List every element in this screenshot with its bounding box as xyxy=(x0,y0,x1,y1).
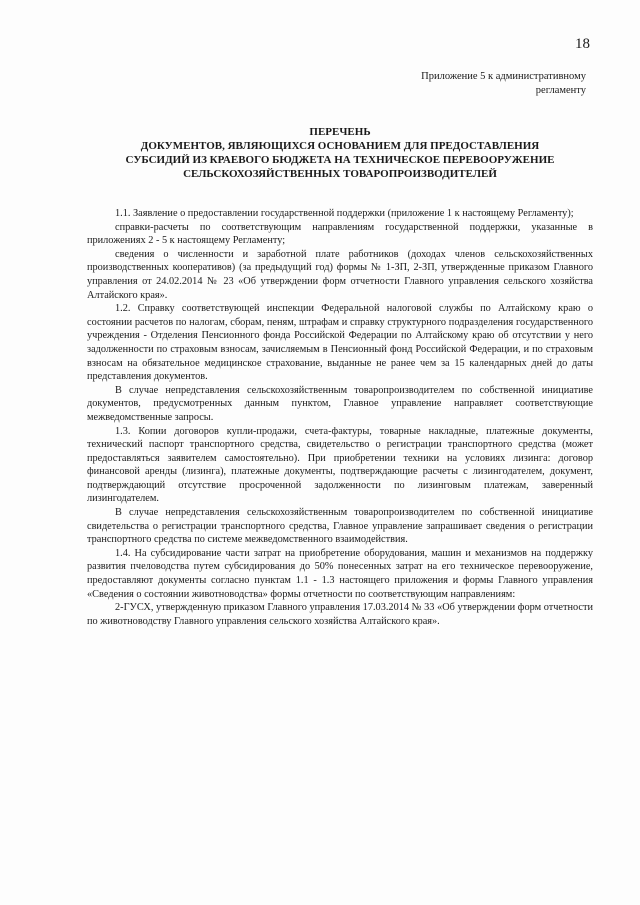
paragraph-2-gusx: 2-ГУСХ, утвержденную приказом Главного управления 17.03.2014 № 33 «Об утверждении форм отчетности по животноводству Главного управления сельского хозяйства Алтайского края». xyxy=(87,602,593,627)
paragraph-1-3: 1.3. Копии договоров купли-продажи, счета-фактуры, товарные накладные, платежные документы, технический паспорт транспортного средства, свидетельство о регистрации транспортного средства (может предоставляться заявителем самостоятельно). При приобретении техники на условиях лизинга: договор финансовой аренды (лизинга), платежные документы, подтверждающие расчеты с лизингодателем, документ, подтверждающий отсутствие просроченной задолженности по лизинговым платежам, заверенный лизингодателем. xyxy=(87,425,593,505)
paragraph-1-2-requests: В случае непредставления сельскохозяйственным товаропроизводителем по собственной инициативе документов, предусмотренных данным пунктом, Главное управление направляет соответствующие межведомственные запросы. xyxy=(87,384,593,423)
paragraph-1-1: 1.1. Заявление о предоставлении государственной поддержки (приложение 1 к настоящему Регламенту); xyxy=(115,208,574,219)
title-line-2: ДОКУМЕНТОВ, ЯВЛЯЮЩИХСЯ ОСНОВАНИЕМ ДЛЯ ПРЕДОСТАВЛЕНИЯ xyxy=(140,140,540,152)
paragraph-calc-certificates: справки-расчеты по соответствующим направлениям государственной поддержки, указанные в приложениях 2 - 5 к настоящему Регламенту; xyxy=(87,221,593,247)
page-number: 18 xyxy=(575,36,590,52)
title-line-3: СУБСИДИЙ ИЗ КРАЕВОГО БЮДЖЕТА НА ТЕХНИЧЕСКОЕ ПЕРЕВООРУЖЕНИЕ xyxy=(125,154,555,166)
document-title xyxy=(90,125,590,181)
appendix-line-2: регламенту xyxy=(535,85,586,96)
appendix-line-1: Приложение 5 к административному xyxy=(421,71,586,82)
paragraph-1-2: 1.2. Справку соответствующей инспекции Федеральной налоговой службы по Алтайскому краю о состоянии расчетов по налогам, сборам, пеням, штрафам и справку структурного подразделения государственного учреждения - Отделения Пенсионного фонда Российской Федерации по Алтайскому краю об отсутствии у него задолженности по страховым взносам, зачисляемым в Пенсионный фонд Российской Федерации, и по страховым взносам на обязательное медицинское страхование, выданные не ранее чем за 15 календарных дней до даты представления документов. xyxy=(87,303,593,383)
title-line-4: СЕЛЬСКОХОЗЯЙСТВЕННЫХ ТОВАРОПРОИЗВОДИТЕЛЕЙ xyxy=(183,168,497,180)
paragraph-1-3-requests: В случае непредставления сельскохозяйственным товаропроизводителем по собственной инициативе свидетельства о регистрации транспортного средства, Главное управление запрашивает сведения о регистрации транспортного средства по системе межведомственного взаимодействия. xyxy=(87,507,593,546)
paragraph-staff-info: сведения о численности и заработной плате работников (доходах членов сельскохозяйственных производственных кооперативов) (за предыдущий год) формы № 1-ЗП, 2-ЗП, утвержденные приказом Главного управления от 24.02.2014 № 23 «Об утверждении форм отчетности Главного управления сельского хозяйства Алтайского края». xyxy=(87,248,593,301)
document-body xyxy=(87,207,593,628)
paragraph-1-4: 1.4. На субсидирование части затрат на приобретение оборудования, машин и механизмов на поддержку развития пчеловодства путем субсидирования до 50% понесенных затрат на его техническое перевооружение, предоставляют документы согласно пунктам 1.1 - 1.3 настоящего приложения и формы Главного управления «Сведения о состоянии животноводства» формы отчетности по соответствующим направлениям: xyxy=(87,547,593,600)
appendix-reference xyxy=(421,70,586,98)
title-line-1: ПЕРЕЧЕНЬ xyxy=(309,126,371,138)
